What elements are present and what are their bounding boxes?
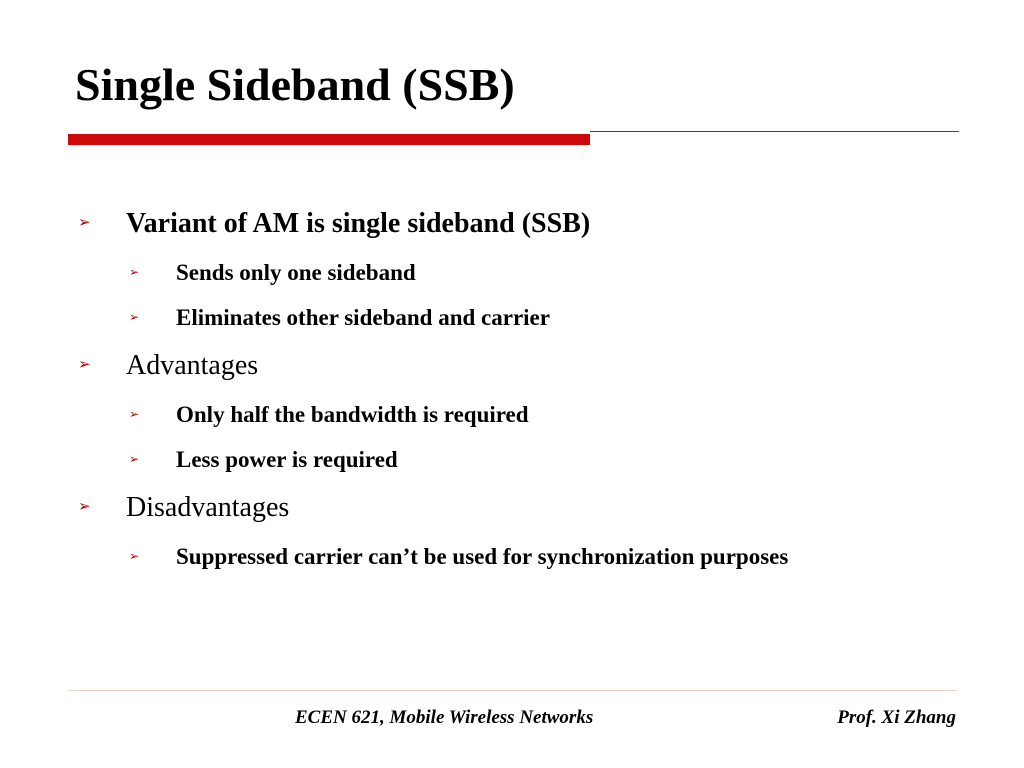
sub-bullet-text: Less power is required <box>176 447 398 472</box>
sub-bullet-item <box>129 544 789 569</box>
sub-bullet-item <box>129 260 416 285</box>
footer-divider <box>68 690 957 691</box>
sub-bullet-arrow-icon: ➢ <box>129 407 140 421</box>
bullet-arrow-icon: ➢ <box>78 355 91 373</box>
title-underline-thick <box>68 134 590 145</box>
sub-bullet-text: Only half the bandwidth is required <box>176 402 529 427</box>
sub-bullet-item <box>129 402 529 427</box>
sub-bullet-arrow-icon: ➢ <box>129 549 140 563</box>
sub-bullet-item <box>129 305 550 330</box>
sub-bullet-arrow-icon: ➢ <box>129 452 140 466</box>
sub-bullet-arrow-icon: ➢ <box>129 265 140 279</box>
bullet-item <box>78 492 290 523</box>
sub-bullet-text: Suppressed carrier can’t be used for synchronization purposes <box>176 544 789 569</box>
bullet-text: Variant of AM is single sideband (SSB) <box>126 208 591 239</box>
footer-course: ECEN 621, Mobile Wireless Networks <box>295 707 594 728</box>
footer-instructor: Prof. Xi Zhang <box>837 707 956 728</box>
bullet-item <box>78 208 591 239</box>
sub-bullet-item <box>129 447 398 472</box>
bullet-text: Advantages <box>126 350 259 381</box>
sub-bullet-arrow-icon: ➢ <box>129 310 140 324</box>
bullet-arrow-icon: ➢ <box>78 497 91 515</box>
title-underline-thin <box>590 131 959 132</box>
sub-bullet-text: Sends only one sideband <box>176 260 416 285</box>
sub-bullet-text: Eliminates other sideband and carrier <box>176 305 550 330</box>
slide-title: Single Sideband (SSB) <box>75 59 515 110</box>
bullet-arrow-icon: ➢ <box>78 213 91 231</box>
bullet-item <box>78 350 259 381</box>
bullet-text: Disadvantages <box>126 492 290 523</box>
